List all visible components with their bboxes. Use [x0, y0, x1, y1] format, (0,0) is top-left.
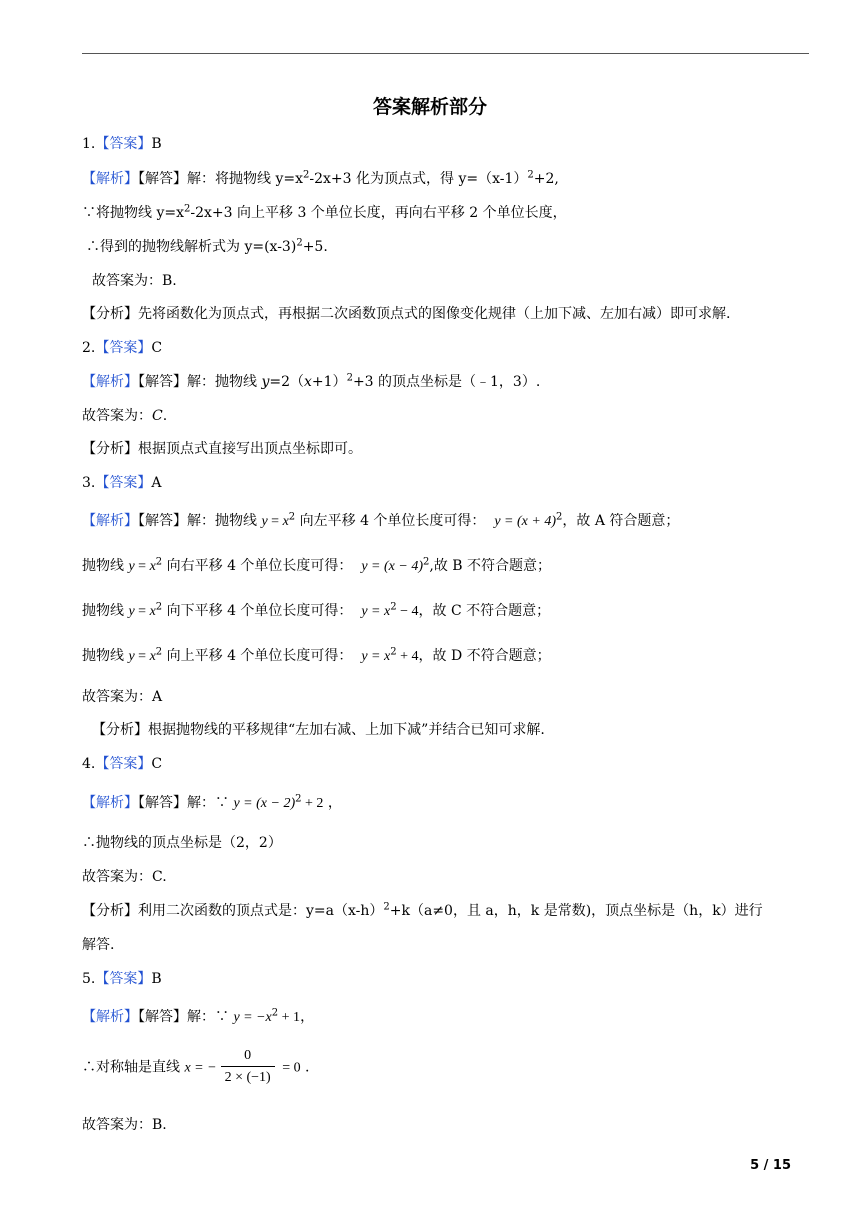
q2-answer-line: 2.【答案】C — [82, 340, 163, 356]
section-title: 答案解析部分 — [372, 96, 487, 118]
q2-conclusion: 故答案为：C. — [82, 408, 168, 424]
q1-line2: ∵将抛物线 $y=x^2-2x+3$ 向上平移 3 个单位长度，再向右平移 2 个单位长度， — [82, 203, 567, 221]
q2-analysis: 【分析】根据顶点式直接写出顶点坐标即可。 — [82, 441, 362, 457]
q4-analysis: 【分析】利用二次函数的顶点式是：$y=a(x-h)^2+k(a\ne 0$，且 a，h，k 是常数)，顶点坐标是（h，k）进行 — [82, 901, 763, 919]
q4-answer-line: 4.【答案】C — [82, 756, 163, 772]
q5-answer-line: 5.【答案】B — [82, 971, 162, 987]
q3-line3: 抛物线 $y = x^2$ 向下平移 4 个单位长度可得： $y = x^2 - 4$，故 C 不符合题意； — [82, 601, 551, 619]
q4-solution-line: 【解析】【解答】解：∵ $y = (x - 2)^2 + 2$ ， — [82, 793, 342, 811]
q3-line2: 抛物线 $y = x^2$ 向右平移 4 个单位长度可得： $y = (x - 4)^2$,故 B 不符合题意； — [82, 556, 552, 574]
q3-answer-line: 3.【答案】A — [82, 475, 162, 491]
q3-analysis: 【分析】根据抛物线的平移规律“左加右减、上加下减”并结合已知可求解. — [92, 722, 545, 738]
q3-conclusion: 故答案为：A — [82, 689, 163, 705]
q4-conclusion: 故答案为：C. — [82, 869, 167, 885]
page-number: 5 / 15 — [750, 1158, 791, 1173]
header-rule — [82, 53, 809, 54]
q1-solution-line: 【解析】【解答】解：将抛物线 $y=x^2-2x+3$ 化为顶点式，得 $y=(x-1)^2+2$, — [82, 169, 559, 187]
q3-line4: 抛物线 $y = x^2$ 向上平移 4 个单位长度可得： $y = x^2 + 4$，故 D 不符合题意； — [82, 646, 551, 664]
q5-conclusion: 故答案为：B. — [82, 1117, 167, 1133]
q1-conclusion: 故答案为：B. — [92, 273, 177, 289]
q2-solution-line: 【解析】【解答】解：抛物线 $y=2(x+1)^2+3$ 的顶点坐标是（﹣1，3）. — [82, 372, 541, 390]
q4-line2: ∴抛物线的顶点坐标是（2，2） — [82, 835, 282, 851]
q1-answer-line — [82, 134, 162, 154]
q5-line2: ∴对称轴是直线 x = − $\frac{0}{2 \times (-1)}$ = 0 . — [82, 1046, 310, 1089]
q5-solution-line: 【解析】【解答】解：∵ $y = -x^2 + 1$， — [82, 1007, 315, 1025]
fraction: $\frac{0}{2 \times (-1)}$ — [221, 1046, 275, 1089]
q4-analysis-cont: 解答. — [82, 937, 115, 953]
question-number: 1. — [82, 136, 96, 152]
q1-analysis: 【分析】先将函数化为顶点式，再根据二次函数顶点式的图像变化规律（上加下减、左加右减）即可求解. — [82, 306, 731, 322]
answer-value: B — [151, 136, 162, 152]
q1-line3: ∴得到的抛物线解析式为 $y=(x-3)^2+5$. — [86, 237, 328, 255]
answer-tag: 【答案】 — [95, 136, 152, 152]
q3-solution-line: 【解析】【解答】解：抛物线 $y = x^2$ 向左平移 4 个单位长度可得： $y = (x + 4)^2$，故 A 符合题意； — [82, 511, 680, 529]
